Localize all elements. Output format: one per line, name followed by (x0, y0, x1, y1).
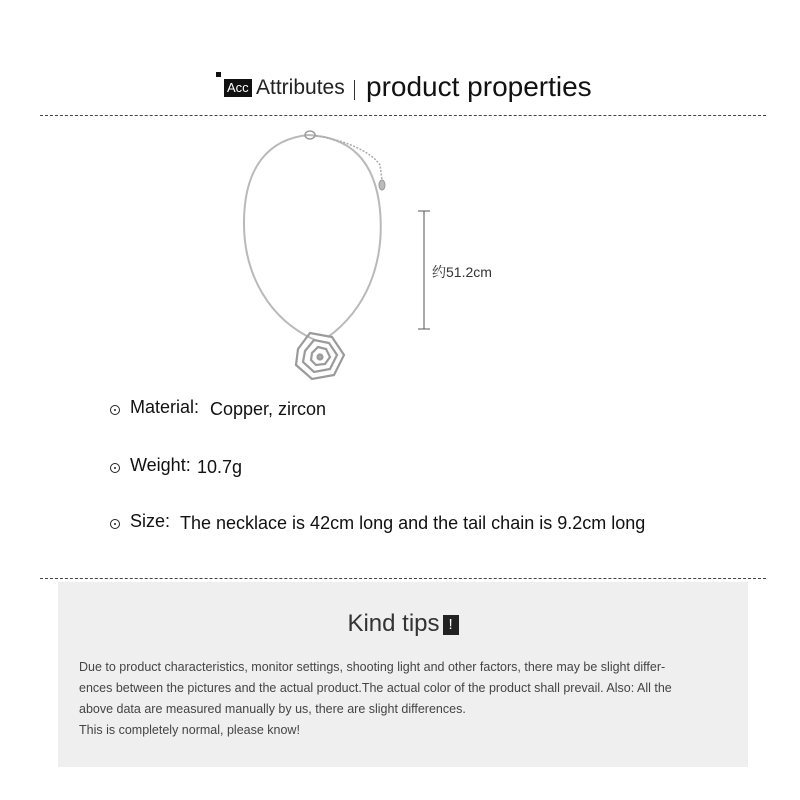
bullet-icon (110, 463, 120, 473)
page-title: product properties (366, 71, 592, 102)
exclamation-icon: ! (443, 615, 459, 635)
bullet-icon (110, 519, 120, 529)
section-header (0, 70, 800, 110)
kind-tips-panel (58, 582, 748, 767)
tips-body (79, 657, 739, 741)
attribute-value: 10.7g (197, 457, 243, 477)
attribute-key: Weight: (130, 455, 191, 475)
tips-line: Due to product characteristics, monitor settings, shooting light and other factors, there may be slight differ- (79, 660, 666, 674)
bottom-dashed-divider (40, 578, 766, 579)
attribute-value: Copper, zircon (210, 399, 327, 419)
attribute-key: Size: (130, 511, 171, 531)
length-label: 约51.2cm (432, 264, 492, 280)
attribute-value: The necklace is 42cm long and the tail chain is 9.2cm long (180, 513, 646, 533)
attribute-key: Material: (130, 397, 200, 417)
header-badge: Acc (224, 79, 252, 97)
necklace-product-image (230, 125, 410, 385)
bullet-icon (110, 405, 120, 415)
tips-line: ences between the pictures and the actual product.The actual color of the product shall prevail. Also: All the (79, 681, 672, 695)
header-square-icon (216, 72, 221, 77)
header-attributes-label: Attributes (256, 76, 345, 99)
tips-title: Kind tips (347, 610, 440, 637)
header-divider (354, 80, 355, 100)
tips-line: This is completely normal, please know! (79, 723, 300, 737)
tips-line: above data are measured manually by us, there are slight differences. (79, 702, 466, 716)
top-dashed-divider (40, 115, 766, 116)
tips-heading (58, 610, 748, 638)
